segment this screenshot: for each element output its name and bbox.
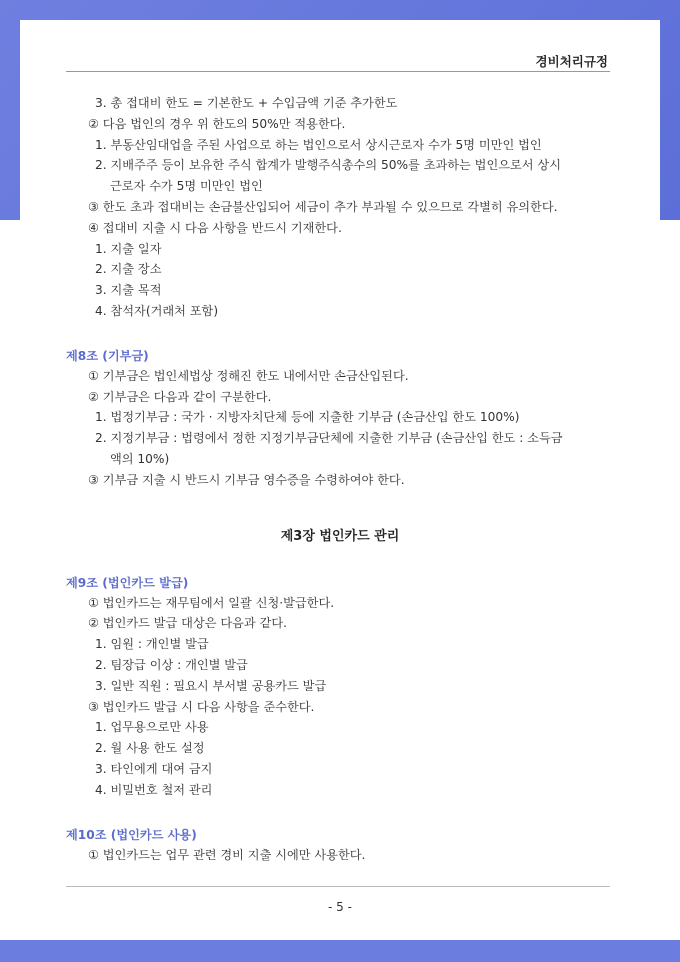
article-heading: 제10조 (법인카드 사용)	[66, 827, 197, 842]
list-item: 1. 법정기부금 : 국가 · 지방자치단체 등에 지출한 기부금 (손금산입 한도 100%)	[95, 410, 520, 425]
list-item-continuation: 액의 10%)	[110, 451, 170, 466]
list-item: 3. 타인에게 대여 금지	[95, 761, 213, 776]
document-body	[66, 93, 614, 865]
list-item: 2. 팀장급 이상 : 개인별 발급	[95, 657, 248, 672]
footer-divider	[66, 886, 610, 887]
list-item: 4. 참석자(거래처 포함)	[95, 303, 219, 318]
header-title: 경비처리규정	[535, 54, 608, 69]
list-item: 2. 월 사용 한도 설정	[95, 741, 205, 756]
list-item: 1. 부동산임대업을 주된 사업으로 하는 법인으로서 상시근로자 수가 5명 미만인 법인	[95, 137, 542, 152]
list-item: 3. 총 접대비 한도 = 기본한도 + 수입금액 기준 추가한도	[95, 96, 398, 110]
clause: ③ 법인카드 발급 시 다음 사항을 준수한다.	[88, 699, 315, 714]
list-item-continuation: 근로자 수가 5명 미만인 법인	[110, 179, 263, 194]
list-item: 2. 지정기부금 : 법령에서 정한 지정기부금단체에 지출한 기부금 (손금산입 한도 : 소득금	[95, 431, 563, 446]
clause: ① 기부금은 법인세법상 정해진 한도 내에서만 손금산입된다.	[88, 368, 409, 383]
clause: ② 기부금은 다음과 같이 구분한다.	[88, 389, 272, 404]
list-item: 3. 일반 직원 : 필요시 부서별 공용카드 발급	[95, 678, 327, 693]
list-item: 1. 임원 : 개인별 발급	[95, 637, 209, 652]
header-divider	[66, 71, 610, 72]
list-item: 2. 지출 장소	[95, 262, 162, 277]
clause: ② 법인카드 발급 대상은 다음과 같다.	[88, 616, 287, 631]
article-heading: 제8조 (기부금)	[66, 348, 149, 363]
list-item: 3. 지출 목적	[95, 283, 162, 298]
article-heading: 제9조 (법인카드 발급)	[66, 575, 189, 590]
clause: ① 법인카드는 업무 관련 경비 지출 시에만 사용한다.	[88, 847, 366, 862]
list-item: 2. 지배주주 등이 보유한 주식 합계가 발행주식총수의 50%를 초과하는 법인으로서 상시	[95, 158, 561, 173]
clause: ③ 기부금 지출 시 반드시 기부금 영수증을 수령하여야 한다.	[88, 472, 405, 487]
page-number: - 5 -	[328, 900, 352, 914]
clause: ④ 접대비 지출 시 다음 사항을 반드시 기재한다.	[88, 220, 342, 235]
chapter-title: 제3장 법인카드 관리	[280, 528, 400, 544]
bottom-background-band	[0, 940, 680, 962]
list-item: 4. 비밀번호 철저 관리	[95, 782, 213, 797]
list-item: 1. 지출 일자	[95, 241, 162, 256]
clause: ① 법인카드는 재무팀에서 일괄 신청·발급한다.	[88, 595, 335, 610]
document-page	[20, 20, 660, 940]
list-item: 1. 업무용으로만 사용	[95, 720, 209, 735]
clause: ② 다음 법인의 경우 위 한도의 50%만 적용한다.	[88, 116, 346, 131]
clause: ③ 한도 초과 접대비는 손금불산입되어 세금이 추가 부과될 수 있으므로 각별히 유의한다.	[88, 199, 558, 214]
